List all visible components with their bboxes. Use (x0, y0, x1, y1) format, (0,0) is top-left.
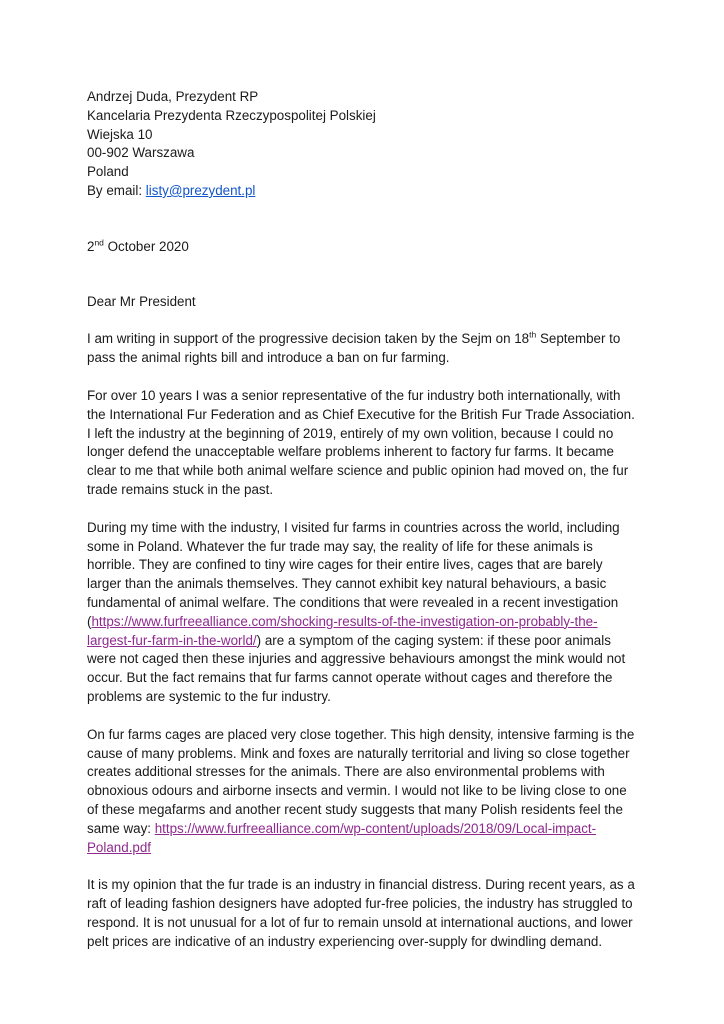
paragraph-2: For over 10 years I was a senior representative of the fur industry both internationally, with the International Fur Federation and as Chief Executive for the British Fur Trade Association. I left the industry at the beginning of 2019, entirely of my own volition, because I could no longer defend the unacceptable welfare problems inherent to factory fur farms. It became clear to me that while both animal welfare science and public opinion had moved on, the fur trade remains stuck in the past. (87, 387, 635, 497)
recipient-email-line (87, 182, 640, 201)
investigation-link[interactable]: https://www.furfreealliance.com/shocking-results-of-the-investigation-on-probably-the-largest-fur-farm-in-the-world/ (87, 613, 598, 648)
recipient-city: 00-902 Warszawa (87, 145, 195, 161)
paragraph-3-text-end: ) are a symptom of the caging system: if these poor animals were not caged then these injuries and aggressive behaviours amongst the mink would not occur. But the fact remains that fur farms cannot operate without cages and therefore the problems are systemic to the fur industry. (87, 632, 626, 704)
paragraph-1-text-end: September to pass the animal rights bill and introduce a ban on fur farming. (87, 331, 621, 366)
date-rest: October 2020 (103, 238, 189, 254)
salutation: Dear Mr President (87, 293, 196, 309)
paragraph-3 (87, 519, 640, 707)
recipient-country: Poland (87, 164, 129, 180)
recipient-office: Kancelaria Prezydenta Rzeczypospolitej Polskiej (87, 107, 376, 123)
paragraph-3-text: During my time with the industry, I visited fur farms in countries across the world, including some in Poland. Whatever the fur trade may say, the reality of life for these animals is horrible. They are confined to tiny wire cages for their entire lives, cages that are barely larger than the animals themselves. They cannot exhibit key natural behaviours, a basic fundamental of animal welfare. The conditions that were revealed in a recent investigation ( (87, 519, 620, 629)
email-link[interactable]: listy@prezydent.pl (145, 182, 256, 198)
email-prefix: By email: (87, 182, 146, 198)
recipient-name: Andrzej Duda, Prezydent RP (87, 89, 259, 104)
paragraph-1 (87, 330, 640, 368)
recipient-street: Wiejska 10 (87, 126, 153, 142)
letter-date (87, 238, 640, 257)
paragraph-1-text: I am writing in support of the progressive decision taken by the Sejm on 18 (87, 331, 530, 347)
paragraph-1-sup: th (529, 329, 537, 340)
paragraph-4 (87, 726, 640, 858)
date-suffix: nd (94, 237, 104, 248)
date-day: 2 (87, 238, 95, 254)
paragraph-5: It is my opinion that the fur trade is an industry in financial distress. During recent years, as a raft of leading fashion designers have adopted fur-free policies, the industry has struggled to respond. It is not unusual for a lot of fur to remain unsold at international auctions, and lower pelt prices are indicative of an industry experiencing over-supply for dwindling demand. (87, 877, 635, 949)
paragraph-4-text: On fur farms cages are placed very close together. This high density, intensive farming is the cause of many problems. Mink and foxes are naturally territorial and living so close together creates additional stresses for the animals. There are also environmental problems with obnoxious odours and airborne insects and vermin. I would not like to be living close to one of these megafarms and another recent study suggests that many Polish residents feel the same way: (87, 726, 635, 836)
local-impact-link[interactable]: https://www.furfreealliance.com/wp-content/uploads/2018/09/Local-impact-Poland.pdf (87, 820, 597, 855)
recipient-address (87, 88, 640, 201)
